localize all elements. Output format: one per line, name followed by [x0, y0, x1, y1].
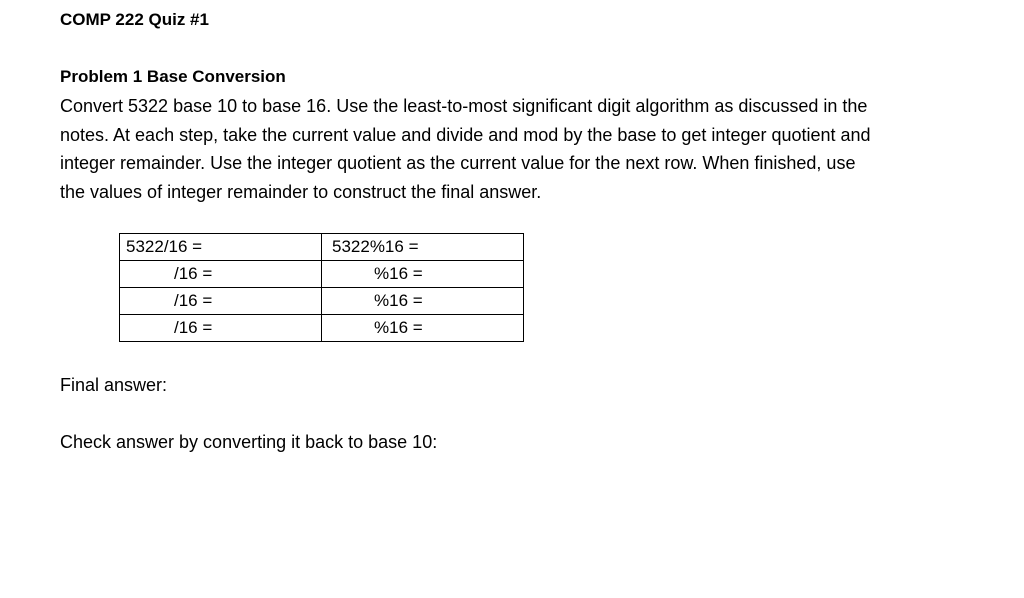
- problem-description: [60, 92, 980, 206]
- remainder-label: %16 =: [374, 318, 423, 337]
- remainder-label: %16 =: [374, 291, 423, 310]
- remainder-cell[interactable]: [322, 288, 524, 315]
- remainder-label: %16 =: [374, 264, 423, 283]
- document-title: COMP 222 Quiz #1: [60, 10, 209, 29]
- remainder-label: 5322%16 =: [332, 237, 419, 256]
- table-row: [120, 234, 524, 261]
- table-row: [120, 261, 524, 288]
- problem-text-line: notes. At each step, take the current value and divide and mod by the base to get integer quotient and: [60, 124, 871, 145]
- quotient-label: /16 =: [174, 318, 213, 337]
- problem-heading: Problem 1 Base Conversion: [60, 67, 286, 86]
- final-answer-label: Final answer:: [60, 375, 168, 395]
- problem-text-line: integer remainder. Use the integer quotient as the current value for the next row. When finished, use: [60, 153, 856, 173]
- quotient-cell[interactable]: [120, 315, 322, 342]
- quotient-cell[interactable]: [120, 261, 322, 288]
- problem-text-line: Convert 5322 base 10 to base 16. Use the least-to-most significant digit algorithm as discussed in the: [60, 96, 868, 116]
- quotient-label: /16 =: [174, 291, 213, 310]
- quotient-label: /16 =: [174, 264, 213, 283]
- table-row: [120, 315, 524, 342]
- quotient-cell[interactable]: [120, 288, 322, 315]
- remainder-cell[interactable]: [322, 315, 524, 342]
- table-row: [120, 288, 524, 315]
- quotient-label: 5322/16 =: [126, 237, 203, 256]
- check-answer-label: Check answer by converting it back to base 10:: [60, 432, 438, 452]
- problem-text-line: the values of integer remainder to construct the final answer.: [60, 181, 542, 202]
- remainder-cell[interactable]: [322, 261, 524, 288]
- conversion-table: [119, 233, 524, 342]
- remainder-cell[interactable]: [322, 234, 524, 261]
- quotient-cell[interactable]: [120, 234, 322, 261]
